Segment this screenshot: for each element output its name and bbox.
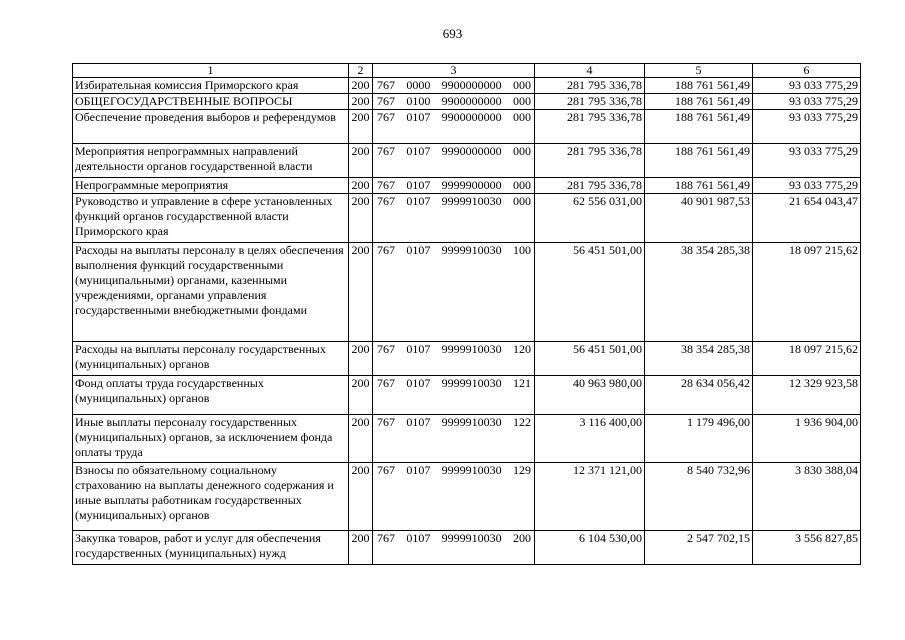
subsection-code: 0107 [406,463,431,477]
classification-code [373,78,535,94]
article-code: 9999910030 [441,376,502,390]
expense-name: ОБЩЕГОСУДАРСТВЕННЫЕ ВОПРОСЫ [73,94,349,110]
amount-col6: 93 033 775,29 [753,110,861,144]
expense-name: Непрограммные мероприятия [73,178,349,194]
expense-kind-code: 200 [512,531,531,545]
column-header: 1 [73,64,349,78]
expense-name: Взносы по обязательному социальному страхованию на выплаты денежного содержания и иные выплаты работникам государственных (муниципальных) органов [73,463,349,531]
amount-col6: 93 033 775,29 [753,78,861,94]
admin-code: 200 [349,342,373,376]
expense-kind-code: 129 [512,463,531,477]
amount-col4: 6 104 530,00 [535,531,645,565]
subsection-code: 0107 [406,376,431,390]
classification-code [373,178,535,194]
table-row [73,94,861,110]
admin-code: 200 [349,78,373,94]
admin-code: 200 [349,531,373,565]
amount-col5: 2 547 702,15 [645,531,753,565]
amount-col5: 8 540 732,96 [645,463,753,531]
subsection-code: 0000 [406,78,431,92]
amount-col5: 188 761 561,49 [645,78,753,94]
table-row [73,243,861,342]
table-row [73,415,861,463]
subsection-code: 0107 [406,243,431,257]
amount-col5: 38 354 285,38 [645,342,753,376]
expense-kind-code: 121 [512,376,531,390]
article-code: 9900000000 [441,94,502,108]
column-header: 2 [349,64,373,78]
column-header: 5 [645,64,753,78]
article-code: 9900000000 [441,78,502,92]
expense-kind-code: 000 [512,94,531,108]
article-code: 9999910030 [441,194,502,208]
classification-code [373,415,535,463]
admin-code: 200 [349,144,373,178]
admin-code: 200 [349,94,373,110]
section-code: 767 [377,78,395,92]
amount-col5: 38 354 285,38 [645,243,753,342]
amount-col6: 93 033 775,29 [753,178,861,194]
subsection-code: 0107 [406,144,431,158]
section-code: 767 [377,178,395,192]
admin-code: 200 [349,194,373,243]
classification-code [373,376,535,415]
table-row [73,78,861,94]
article-code: 9999910030 [441,531,502,545]
table-row [73,463,861,531]
article-code: 9900000000 [441,110,502,124]
expense-name: Фонд оплаты труда государственных (муниципальных) органов [73,376,349,415]
subsection-code: 0107 [406,194,431,208]
table-row [73,110,861,144]
classification-code [373,342,535,376]
section-code: 767 [377,94,395,108]
classification-code [373,463,535,531]
amount-col6: 3 830 388,04 [753,463,861,531]
expense-kind-code: 000 [512,78,531,92]
amount-col6: 18 097 215,62 [753,342,861,376]
expense-kind-code: 000 [512,144,531,158]
table-row [73,194,861,243]
amount-col6: 3 556 827,85 [753,531,861,565]
expense-name: Закупка товаров, работ и услуг для обеспечения государственных (муниципальных) нужд [73,531,349,565]
amount-col5: 40 901 987,53 [645,194,753,243]
subsection-code: 0107 [406,415,431,429]
table-row [73,376,861,415]
admin-code: 200 [349,110,373,144]
page-number: 693 [442,26,463,41]
expense-kind-code: 120 [512,342,531,356]
classification-code [373,531,535,565]
subsection-code: 0107 [406,110,431,124]
amount-col4: 3 116 400,00 [535,415,645,463]
amount-col4: 56 451 501,00 [535,243,645,342]
amount-col4: 12 371 121,00 [535,463,645,531]
expense-kind-code: 000 [512,110,531,124]
amount-col6: 21 654 043,47 [753,194,861,243]
amount-col4: 281 795 336,78 [535,144,645,178]
classification-code [373,194,535,243]
amount-col6: 93 033 775,29 [753,144,861,178]
amount-col5: 188 761 561,49 [645,144,753,178]
amount-col6: 93 033 775,29 [753,94,861,110]
column-number-row [73,64,861,78]
article-code: 9999910030 [441,463,502,477]
table-row [73,178,861,194]
article-code: 9990000000 [441,144,502,158]
amount-col4: 281 795 336,78 [535,178,645,194]
expense-name: Руководство и управление в сфере установленных функций органов государственной власти Приморского края [73,194,349,243]
subsection-code: 0107 [406,342,431,356]
expense-name: Избирательная комиссия Приморского края [73,78,349,94]
admin-code: 200 [349,178,373,194]
section-code: 767 [377,531,395,545]
expense-name: Расходы на выплаты персоналу государственных (муниципальных) органов [73,342,349,376]
expense-name: Мероприятия непрограммных направлений деятельности органов государственной власти [73,144,349,178]
classification-code [373,94,535,110]
amount-col6: 1 936 904,00 [753,415,861,463]
table-row [73,144,861,178]
amount-col5: 188 761 561,49 [645,178,753,194]
section-code: 767 [377,342,395,356]
amount-col4: 281 795 336,78 [535,94,645,110]
amount-col5: 1 179 496,00 [645,415,753,463]
section-code: 767 [377,144,395,158]
expense-name: Иные выплаты персоналу государственных (муниципальных) органов, за исключением фонда оплаты труда [73,415,349,463]
table-row [73,342,861,376]
table-row [73,531,861,565]
admin-code: 200 [349,243,373,342]
amount-col4: 56 451 501,00 [535,342,645,376]
subsection-code: 0107 [406,178,431,192]
classification-code [373,110,535,144]
section-code: 767 [377,415,395,429]
subsection-code: 0100 [406,94,431,108]
expense-kind-code: 000 [512,178,531,192]
expense-kind-code: 100 [512,243,531,257]
expense-kind-code: 122 [512,415,531,429]
column-header: 3 [373,64,535,78]
expense-kind-code: 000 [512,194,531,208]
amount-col5: 188 761 561,49 [645,94,753,110]
article-code: 9999910030 [441,243,502,257]
admin-code: 200 [349,376,373,415]
column-header: 4 [535,64,645,78]
section-code: 767 [377,463,395,477]
amount-col4: 40 963 980,00 [535,376,645,415]
amount-col5: 188 761 561,49 [645,110,753,144]
amount-col5: 28 634 056,42 [645,376,753,415]
section-code: 767 [377,194,395,208]
section-code: 767 [377,376,395,390]
amount-col4: 281 795 336,78 [535,78,645,94]
subsection-code: 0107 [406,531,431,545]
section-code: 767 [377,243,395,257]
expense-name: Расходы на выплаты персоналу в целях обеспечения выполнения функций государственными (муниципальными) органами, казенными учреждениями, органами управления государственными внебюджетными фондами [73,243,349,342]
article-code: 9999900000 [441,178,502,192]
amount-col6: 18 097 215,62 [753,243,861,342]
section-code: 767 [377,110,395,124]
classification-code [373,243,535,342]
admin-code: 200 [349,415,373,463]
article-code: 9999910030 [441,342,502,356]
classification-code [373,144,535,178]
article-code: 9999910030 [441,415,502,429]
amount-col4: 281 795 336,78 [535,110,645,144]
expense-name: Обеспечение проведения выборов и референдумов [73,110,349,144]
amount-col4: 62 556 031,00 [535,194,645,243]
admin-code: 200 [349,463,373,531]
column-header: 6 [753,64,861,78]
budget-table [72,63,861,565]
amount-col6: 12 329 923,58 [753,376,861,415]
